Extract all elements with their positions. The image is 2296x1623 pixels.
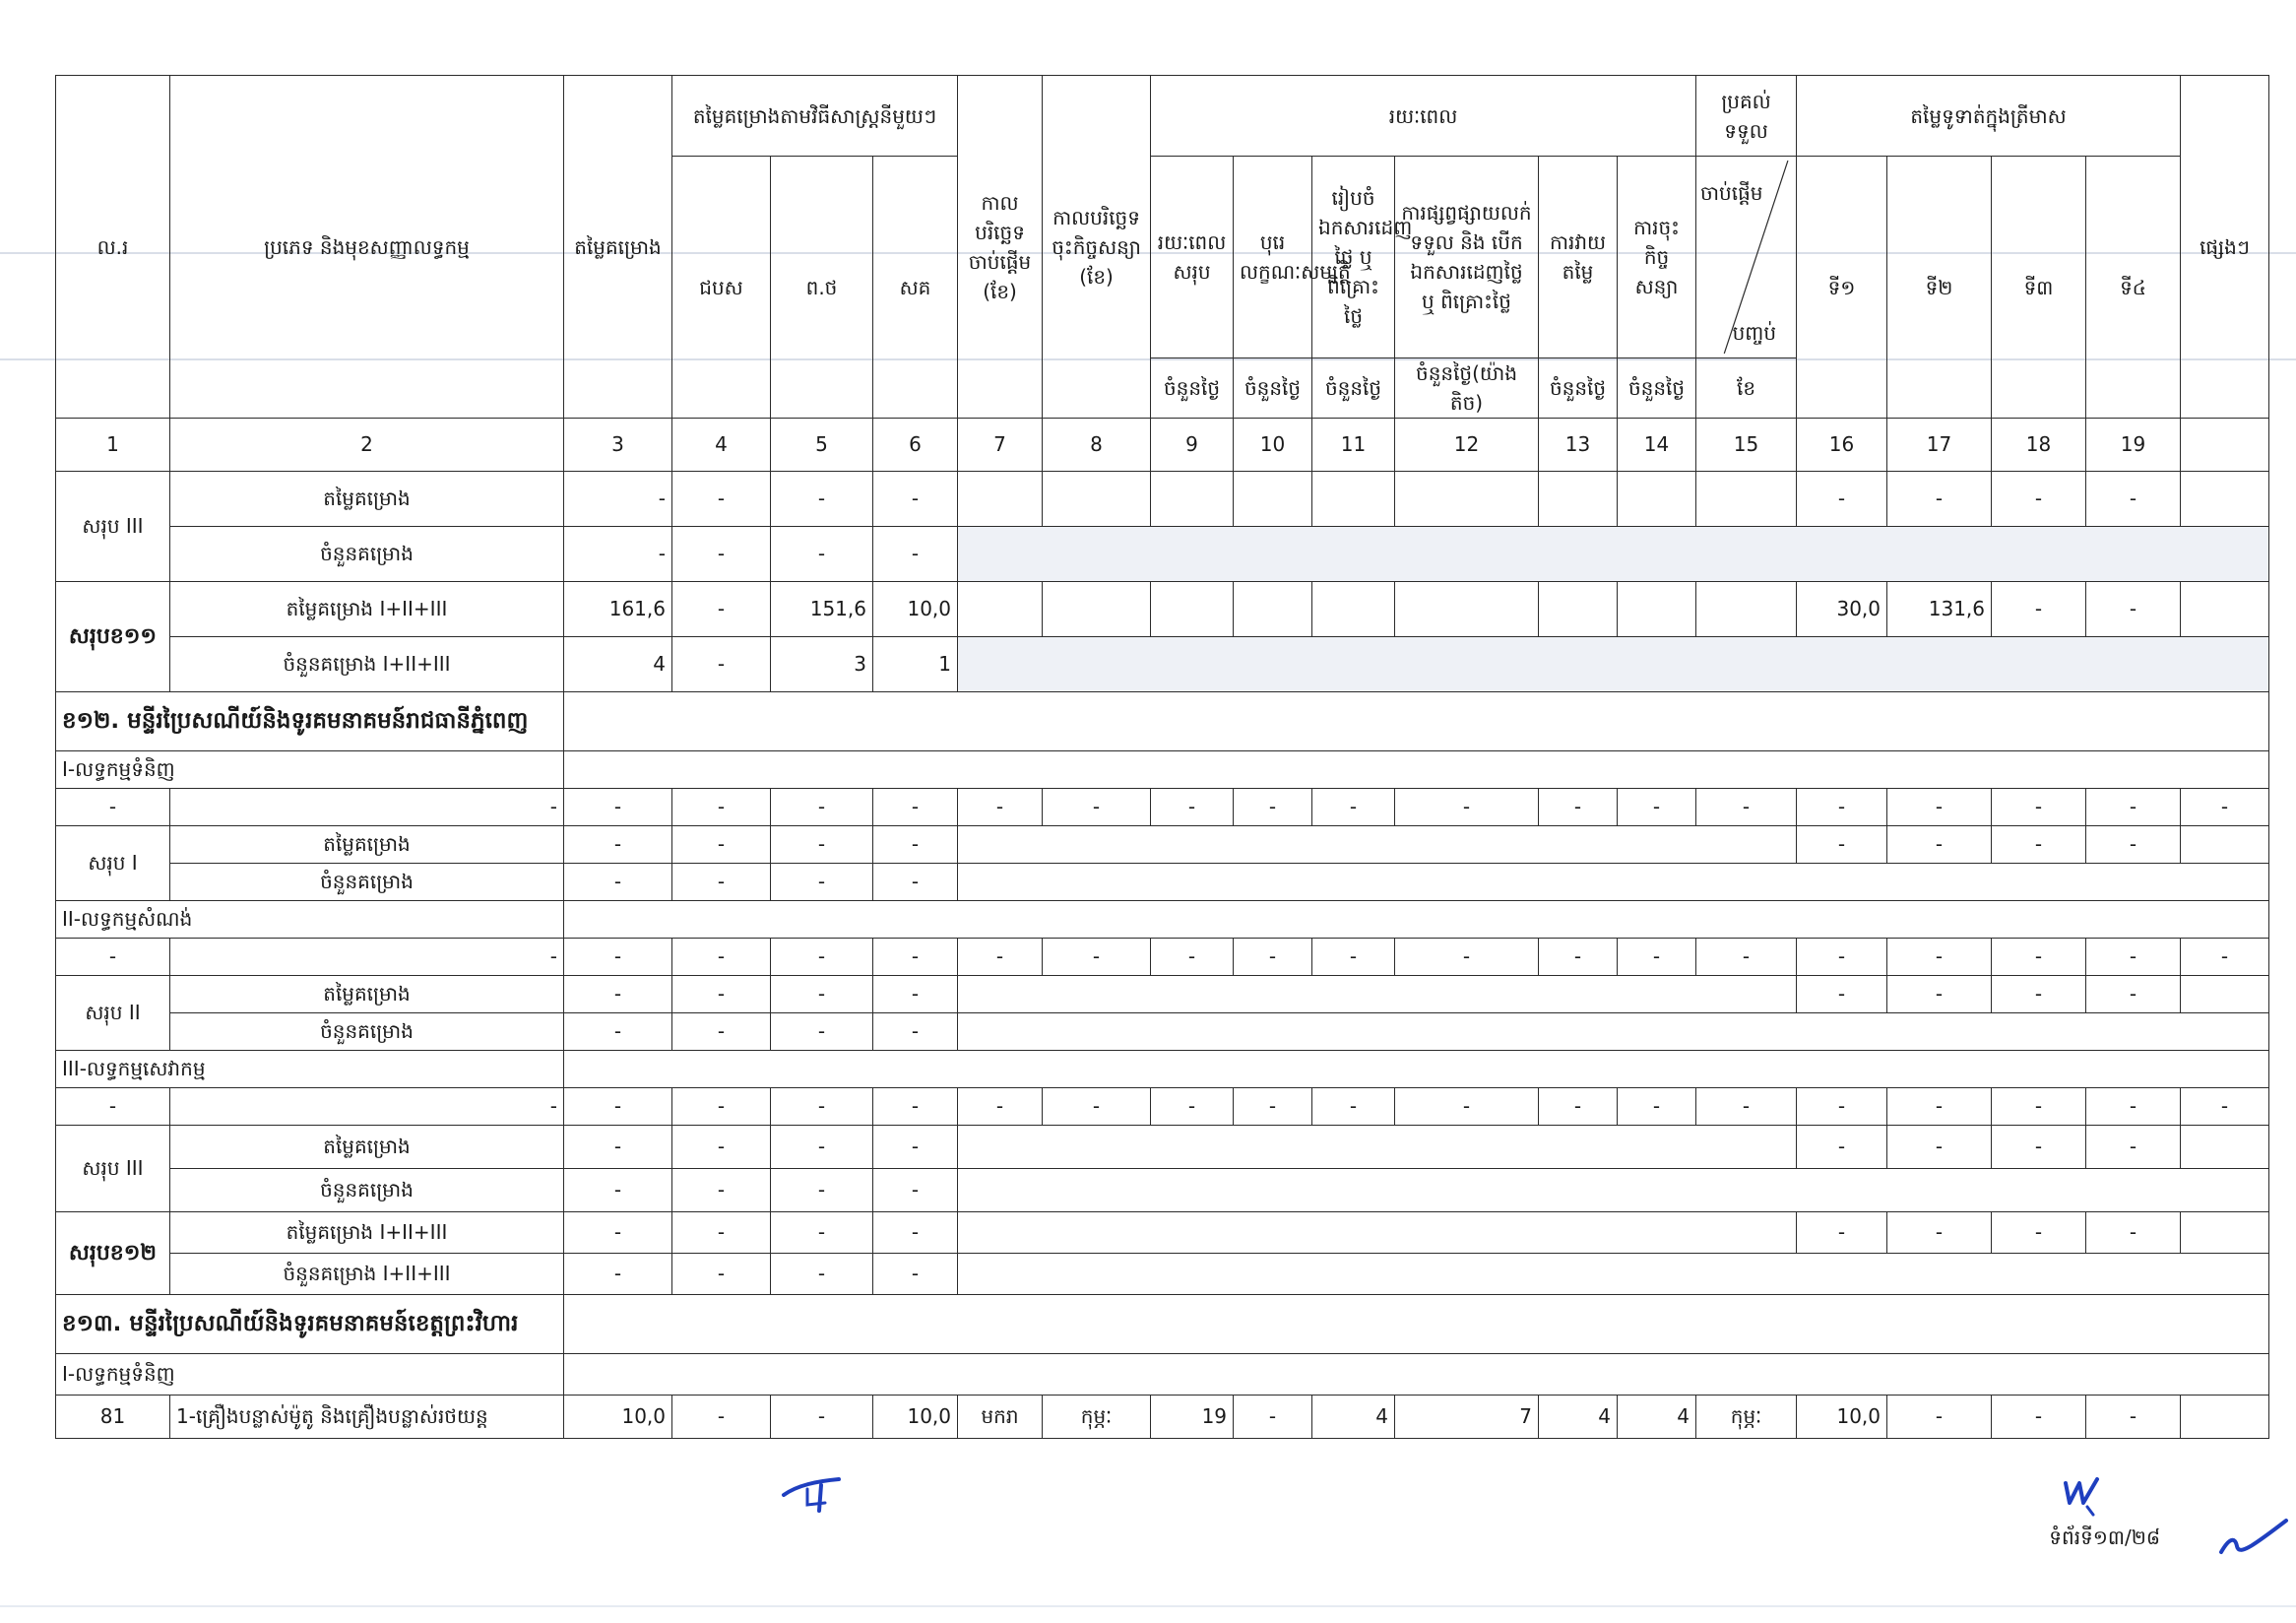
quarter-cell: -	[2086, 1212, 2181, 1254]
total-row	[56, 1254, 2269, 1295]
quarter-cell: -	[2086, 582, 2181, 637]
empty-cell	[958, 864, 2269, 901]
index-cell: 15	[1696, 419, 1797, 472]
part-service-label: III-លទ្ធកម្មសេវាកម្ម	[56, 1051, 564, 1088]
total-row	[56, 637, 2269, 692]
dash-cell: -	[1696, 789, 1797, 826]
item-q1: 10,0	[1797, 1396, 1887, 1439]
empty-cell	[958, 1013, 2269, 1051]
empty-cell	[958, 1169, 2269, 1212]
dash-cell: -	[873, 939, 958, 976]
index-cell: 14	[1618, 419, 1696, 472]
index-cell: 10	[1234, 419, 1312, 472]
value-cell: -	[564, 976, 672, 1013]
value-cell: -	[873, 1169, 958, 1212]
empty-cell	[958, 1212, 1797, 1254]
dash-cell: -	[564, 939, 672, 976]
project-count-label: ចំនួនគម្រោង	[170, 864, 564, 901]
delivery-end-label: បញ្ចប់	[1732, 321, 1777, 345]
empty-cell	[1043, 582, 1151, 637]
quarter-cell: -	[2086, 826, 2181, 864]
total-value: 161,6	[564, 582, 672, 637]
total-count-label: ចំនួនគម្រោង I+II+III	[170, 1254, 564, 1295]
empty-cell	[1618, 472, 1696, 527]
dash-cell: -	[170, 1088, 564, 1126]
index-cell: 19	[2086, 419, 2181, 472]
unit-days: ចំនួនថ្ងៃ	[1312, 358, 1395, 419]
col-header-fund-1: ជបស	[672, 157, 771, 419]
col-header-duration-sign: ការចុះកិច្ចសន្យា	[1618, 157, 1696, 358]
project-count-label: ចំនួនគម្រោង	[170, 527, 564, 582]
empty-cell	[564, 1051, 2269, 1088]
dash-cell: -	[56, 939, 170, 976]
quarter-cell: -	[1887, 472, 1992, 527]
col-header-delivery: ប្រគល់ទទួល	[1696, 76, 1797, 157]
dash-cell: -	[1395, 1088, 1539, 1126]
section-13-title: ខ១៣. មន្ទីរប្រៃសណីយ៍និងទូរគមនាគមន៍ខេត្តព្រះវិហារ	[56, 1295, 564, 1354]
dash-cell: -	[1151, 1088, 1234, 1126]
dash-cell: -	[1312, 789, 1395, 826]
section-row	[56, 692, 2269, 751]
empty-cell	[1395, 472, 1539, 527]
value-cell: -	[771, 864, 873, 901]
value-cell: -	[564, 527, 672, 582]
col-header-contract-date: កាលបរិច្ឆេទចុះកិច្ចសន្យា (ខែ)	[1043, 76, 1151, 419]
total12-label: សរុបខ១២	[56, 1212, 170, 1295]
index-cell: 11	[1312, 419, 1395, 472]
empty-cell	[2181, 1212, 2269, 1254]
delivery-start-label: ចាប់ផ្តើម	[1700, 181, 1763, 205]
total-count-ps: 3	[771, 637, 873, 692]
section-12-title: ខ១២. មន្ទីរប្រៃសណីយ៍និងទូរគមនាគមន៍រាជធានីភ្នំពេញ	[56, 692, 564, 751]
value-cell: -	[672, 1212, 771, 1254]
quarter-cell: -	[2086, 472, 2181, 527]
quarter-cell: -	[1887, 1396, 1992, 1439]
row-number: 81	[56, 1396, 170, 1439]
index-cell: 5	[771, 419, 873, 472]
header-row	[56, 76, 2269, 157]
empty-cell	[564, 901, 2269, 939]
col-header-delivery-diagonal	[1696, 157, 1797, 358]
quarter-cell: -	[1887, 976, 1992, 1013]
dash-cell: -	[1234, 1088, 1312, 1126]
value-cell: -	[873, 527, 958, 582]
dash-cell: -	[1395, 789, 1539, 826]
project-value-label: តម្លៃគម្រោង	[170, 976, 564, 1013]
value-cell: -	[672, 826, 771, 864]
dash-cell: -	[771, 1088, 873, 1126]
dash-cell: -	[1151, 939, 1234, 976]
margin-mark	[2217, 1513, 2292, 1562]
dash-cell: -	[564, 1088, 672, 1126]
dash-cell: -	[56, 1088, 170, 1126]
empty-cell	[1234, 472, 1312, 527]
col-header-duration-eval: ការវាយតម្លៃ	[1539, 157, 1618, 358]
total-fund-sk: 10,0	[873, 582, 958, 637]
quarter-cell: -	[1992, 582, 2086, 637]
item-total-days: 19	[1151, 1396, 1234, 1439]
dash-cell: -	[2181, 789, 2269, 826]
total-count-sk: 1	[873, 637, 958, 692]
empty-cell	[1539, 582, 1618, 637]
dash-cell: -	[2181, 1088, 2269, 1126]
part-goods-label: I-លទ្ធកម្មទំនិញ	[56, 1354, 564, 1396]
total-row	[56, 582, 2269, 637]
empty-cell	[958, 1126, 1797, 1169]
empty-cell	[2181, 472, 2269, 527]
dash-cell: -	[170, 789, 564, 826]
unit-month: ខែ	[1696, 358, 1797, 419]
value-cell: -	[873, 826, 958, 864]
quarter-cell: -	[2086, 1396, 2181, 1439]
value-cell: -	[564, 826, 672, 864]
value-cell: -	[771, 1212, 873, 1254]
value-cell: -	[873, 472, 958, 527]
item-name: 1-គ្រឿងបន្លាស់ម៉ូតូ និងគ្រឿងបន្លាស់រថយន្ត	[170, 1396, 564, 1439]
value-cell: -	[771, 976, 873, 1013]
subtotal-row	[56, 864, 2269, 901]
value-cell: -	[672, 472, 771, 527]
dash-cell: -	[1887, 939, 1992, 976]
col-header-fund-2: ព.ថ	[771, 157, 873, 419]
col-header-start-period: កាលបរិច្ឆេទចាប់ផ្តើម (ខែ)	[958, 76, 1043, 419]
unit-days: ចំនួនថ្ងៃ	[1151, 358, 1234, 419]
value-cell: -	[873, 1254, 958, 1295]
empty-cell	[1151, 472, 1234, 527]
item-prep-days: 4	[1312, 1396, 1395, 1439]
empty-cell	[1043, 472, 1151, 527]
dash-cell: -	[56, 789, 170, 826]
project-value-label: តម្លៃគម្រោង	[170, 826, 564, 864]
col-header-q1: ទី១	[1797, 157, 1887, 419]
page-number: ទំព័រទី១៣/២៨	[2049, 1526, 2160, 1549]
subtotal-label: សរុប I	[56, 826, 170, 901]
value-cell: -	[873, 864, 958, 901]
project-count-label: ចំនួនគម្រោង	[170, 1169, 564, 1212]
subtotal-row	[56, 527, 2269, 582]
col-header-duration-advert: ការផ្សព្វផ្សាយលក់ ទទួល និង បើកឯកសារដេញថ្លៃ ឬ ពិគ្រោះថ្លៃ	[1395, 157, 1539, 358]
value-cell: -	[873, 976, 958, 1013]
dash-cell: -	[170, 939, 564, 976]
subtotal-row	[56, 976, 2269, 1013]
value-cell: -	[672, 527, 771, 582]
value-cell: -	[564, 1126, 672, 1169]
dash-cell: -	[1696, 1088, 1797, 1126]
value-cell: -	[672, 1126, 771, 1169]
dash-cell: -	[1151, 789, 1234, 826]
empty-cell	[958, 472, 1043, 527]
value-cell: -	[771, 1396, 873, 1439]
unit-days-min: ចំនួនថ្ងៃ(យ៉ាងតិច)	[1395, 358, 1539, 419]
index-cell: 4	[672, 419, 771, 472]
dash-cell: -	[1618, 939, 1696, 976]
quarter-cell: -	[1992, 472, 2086, 527]
part-row	[56, 751, 2269, 789]
dash-cell: -	[1992, 939, 2086, 976]
value-cell: -	[873, 1126, 958, 1169]
value-cell: -	[672, 1169, 771, 1212]
empty-cell	[1234, 582, 1312, 637]
empty-cell	[2181, 976, 2269, 1013]
index-cell	[2181, 419, 2269, 472]
quarter-cell: -	[1887, 1126, 1992, 1169]
col-header-q4: ទី៤	[2086, 157, 2181, 419]
total-q2: 131,6	[1887, 582, 1992, 637]
empty-cell	[1395, 582, 1539, 637]
index-cell: 2	[170, 419, 564, 472]
part-construction-label: II-លទ្ធកម្មសំណង់	[56, 901, 564, 939]
index-cell: 1	[56, 419, 170, 472]
quarter-cell: -	[1992, 826, 2086, 864]
col-header-q3: ទី៣	[1992, 157, 2086, 419]
value-cell: -	[564, 1254, 672, 1295]
empty-shaded-cells	[958, 637, 2269, 692]
empty-cell	[1696, 582, 1797, 637]
empty-cell	[958, 1254, 2269, 1295]
value-cell: -	[672, 976, 771, 1013]
index-cell: 7	[958, 419, 1043, 472]
unit-days: ចំនួនថ្ងៃ	[1618, 358, 1696, 419]
part-row	[56, 901, 2269, 939]
item-sign-days: 4	[1618, 1396, 1696, 1439]
empty-cell	[1539, 472, 1618, 527]
col-header-duration-total: រយៈពេលសរុប	[1151, 157, 1234, 358]
index-cell: 18	[1992, 419, 2086, 472]
value-cell: -	[771, 826, 873, 864]
dash-cell: -	[958, 939, 1043, 976]
empty-cell	[564, 692, 2269, 751]
col-header-type: ប្រភេទ និងមុខសញ្ញាលទ្ធកម្ម	[170, 76, 564, 419]
empty-cell	[1696, 472, 1797, 527]
quarter-cell: -	[1797, 976, 1887, 1013]
dash-cell: -	[1992, 789, 2086, 826]
quarter-cell: -	[2086, 1126, 2181, 1169]
value-cell: -	[564, 1169, 672, 1212]
value-cell: -	[771, 527, 873, 582]
project-value-label: តម្លៃគម្រោង	[170, 1126, 564, 1169]
total-row	[56, 1212, 2269, 1254]
scan-artifact-line	[0, 1605, 2296, 1607]
dash-cell: -	[1043, 939, 1151, 976]
dash-cell: -	[1043, 789, 1151, 826]
col-header-fund-group: តម្លៃគម្រោងតាមវិធីសាស្ត្រនីមួយៗ	[672, 76, 958, 157]
value-cell: -	[771, 1013, 873, 1051]
index-cell: 9	[1151, 419, 1234, 472]
subtotal-label: សរុប II	[56, 976, 170, 1051]
empty-cell	[1312, 472, 1395, 527]
value-cell: -	[1234, 1396, 1312, 1439]
total-count: 4	[564, 637, 672, 692]
total-fund-ps: 151,6	[771, 582, 873, 637]
dash-cell: -	[2086, 789, 2181, 826]
dash-cell: -	[1312, 1088, 1395, 1126]
dash-cell: -	[672, 1088, 771, 1126]
dash-cell: -	[1618, 789, 1696, 826]
empty-cell	[1618, 582, 1696, 637]
procurement-plan-table	[55, 75, 2269, 1439]
item-delivery: កុម្ភៈ	[1696, 1396, 1797, 1439]
dash-cell: -	[1887, 1088, 1992, 1126]
dash-cell: -	[1312, 939, 1395, 976]
quarter-cell: -	[1992, 1396, 2086, 1439]
dash-cell: -	[2181, 939, 2269, 976]
total11-label: សរុបខ១១	[56, 582, 170, 692]
dash-cell: -	[1797, 789, 1887, 826]
empty-cell	[1312, 582, 1395, 637]
dash-row	[56, 789, 2269, 826]
item-fund-sk: 10,0	[873, 1396, 958, 1439]
dash-cell: -	[564, 789, 672, 826]
quarter-cell: -	[1797, 472, 1887, 527]
section-row	[56, 1295, 2269, 1354]
part-row	[56, 1354, 2269, 1396]
value-cell: -	[771, 1126, 873, 1169]
initial-signature-right	[2058, 1469, 2127, 1519]
dash-cell: -	[1696, 939, 1797, 976]
item-value: 10,0	[564, 1396, 672, 1439]
col-header-q2: ទី២	[1887, 157, 1992, 419]
dash-cell: -	[958, 789, 1043, 826]
dash-cell: -	[672, 939, 771, 976]
column-index-row	[56, 419, 2269, 472]
dash-cell: -	[1618, 1088, 1696, 1126]
dash-cell: -	[672, 789, 771, 826]
initial-signature-left	[778, 1467, 857, 1517]
item-start: មករា	[958, 1396, 1043, 1439]
dash-cell: -	[1043, 1088, 1151, 1126]
empty-cell	[2181, 1396, 2269, 1439]
subtotal-row	[56, 1013, 2269, 1051]
quarter-cell: -	[1887, 826, 1992, 864]
empty-cell	[2181, 582, 2269, 637]
part-row	[56, 1051, 2269, 1088]
subtotal-row	[56, 1169, 2269, 1212]
col-header-quarter-group: តម្លៃទូទាត់ក្នុងត្រីមាស	[1797, 76, 2181, 157]
empty-cell	[958, 976, 1797, 1013]
index-cell: 13	[1539, 419, 1618, 472]
value-cell: -	[564, 1013, 672, 1051]
value-cell: -	[672, 1013, 771, 1051]
total-count-label: ចំនួនគម្រោង I+II+III	[170, 637, 564, 692]
dash-cell: -	[1539, 1088, 1618, 1126]
value-cell: -	[672, 582, 771, 637]
value-cell: -	[672, 1396, 771, 1439]
subtotal-label: សរុប III	[56, 472, 170, 582]
value-cell: -	[771, 1169, 873, 1212]
index-cell: 16	[1797, 419, 1887, 472]
value-cell: -	[672, 864, 771, 901]
value-cell: -	[564, 472, 672, 527]
value-cell: -	[672, 637, 771, 692]
empty-cell	[564, 1295, 2269, 1354]
subtotal-label: សរុប III	[56, 1126, 170, 1212]
value-cell: -	[672, 1254, 771, 1295]
empty-shaded-cells	[958, 527, 2269, 582]
dash-row	[56, 939, 2269, 976]
value-cell: -	[873, 1013, 958, 1051]
part-goods-label: I-លទ្ធកម្មទំនិញ	[56, 751, 564, 789]
quarter-cell: -	[1797, 826, 1887, 864]
index-cell: 3	[564, 419, 672, 472]
quarter-cell: -	[1887, 1212, 1992, 1254]
subtotal-row	[56, 1126, 2269, 1169]
dash-cell: -	[1539, 789, 1618, 826]
index-cell: 6	[873, 419, 958, 472]
item-contract: កុម្ភៈ	[1043, 1396, 1151, 1439]
dash-cell: -	[2086, 1088, 2181, 1126]
unit-days: ចំនួនថ្ងៃ	[1234, 358, 1312, 419]
value-cell: -	[873, 1212, 958, 1254]
empty-cell	[2181, 826, 2269, 864]
col-header-duration-prep: រៀបចំឯកសារដេញថ្លៃ ឬ ពិគ្រោះថ្លៃ	[1312, 157, 1395, 358]
empty-cell	[564, 751, 2269, 789]
dash-cell: -	[1234, 789, 1312, 826]
empty-cell	[1151, 582, 1234, 637]
col-header-no: ល.រ	[56, 76, 170, 419]
value-cell: -	[564, 1212, 672, 1254]
dash-cell: -	[1539, 939, 1618, 976]
dash-cell: -	[2086, 939, 2181, 976]
empty-cell	[958, 826, 1797, 864]
project-count-label: ចំនួនគម្រោង	[170, 1013, 564, 1051]
index-cell: 17	[1887, 419, 1992, 472]
dash-row	[56, 1088, 2269, 1126]
dash-cell: -	[771, 939, 873, 976]
dash-cell: -	[771, 789, 873, 826]
item-advert-days: 7	[1395, 1396, 1539, 1439]
quarter-cell: -	[1992, 976, 2086, 1013]
quarter-cell: -	[1797, 1126, 1887, 1169]
dash-cell: -	[1797, 939, 1887, 976]
value-cell: -	[771, 1254, 873, 1295]
total-value-label: តម្លៃគម្រោង I+II+III	[170, 1212, 564, 1254]
unit-days: ចំនួនថ្ងៃ	[1539, 358, 1618, 419]
dash-cell: -	[1992, 1088, 2086, 1126]
col-header-other: ផ្សេងៗ	[2181, 76, 2269, 419]
project-value-label: តម្លៃគម្រោង	[170, 472, 564, 527]
dash-cell: -	[1887, 789, 1992, 826]
quarter-cell: -	[2086, 976, 2181, 1013]
quarter-cell: -	[1797, 1212, 1887, 1254]
quarter-cell: -	[1992, 1126, 2086, 1169]
empty-cell	[2181, 1126, 2269, 1169]
dash-cell: -	[1234, 939, 1312, 976]
value-cell: -	[564, 864, 672, 901]
subtotal-row	[56, 472, 2269, 527]
col-header-duration-prequal: បុរេលក្ខណៈសម្បត្តិ	[1234, 157, 1312, 358]
col-header-estimate: តម្លៃគម្រោង	[564, 76, 672, 419]
item-eval-days: 4	[1539, 1396, 1618, 1439]
total-q1: 30,0	[1797, 582, 1887, 637]
dash-cell: -	[1395, 939, 1539, 976]
dash-cell: -	[873, 789, 958, 826]
quarter-cell: -	[1992, 1212, 2086, 1254]
index-cell: 8	[1043, 419, 1151, 472]
dash-cell: -	[873, 1088, 958, 1126]
col-header-duration-group: រយៈពេល	[1151, 76, 1696, 157]
col-header-fund-3: សគ	[873, 157, 958, 419]
dash-cell: -	[1797, 1088, 1887, 1126]
subtotal-row	[56, 826, 2269, 864]
value-cell: -	[771, 472, 873, 527]
index-cell: 12	[1395, 419, 1539, 472]
table-row	[56, 1396, 2269, 1439]
dash-cell: -	[958, 1088, 1043, 1126]
empty-cell	[564, 1354, 2269, 1396]
total-value-label: តម្លៃគម្រោង I+II+III	[170, 582, 564, 637]
empty-cell	[958, 582, 1043, 637]
